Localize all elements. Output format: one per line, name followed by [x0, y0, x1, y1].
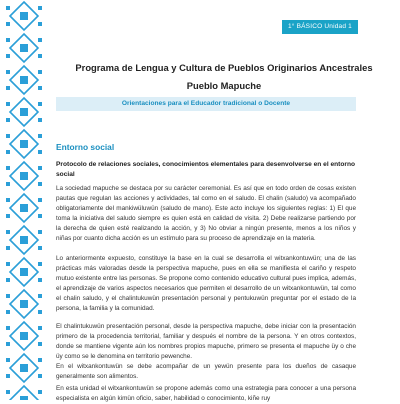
pattern-square — [20, 204, 28, 212]
pattern-square — [20, 396, 28, 400]
pattern-dot — [38, 22, 42, 26]
pattern-dot — [38, 342, 42, 346]
section-subheading: Protocolo de relaciones sociales, conocimientos elementales para desenvolverse en el entorno social — [56, 161, 356, 178]
pattern-dot — [6, 166, 10, 170]
pattern-dot — [38, 54, 42, 58]
pattern-dot — [38, 214, 42, 218]
orientation-banner: Orientaciones para el Educador tradicional o Docente — [56, 97, 356, 111]
pattern-dot — [38, 374, 42, 378]
pattern-dot — [38, 118, 42, 122]
pattern-dot — [6, 134, 10, 138]
paragraph-5: En esta unidad el witxankontuwün se propone además como una estrategia para conocer a una persona especialista en algún kimün oficio, saber, habilidad o conocimiento, kiñe ruy — [56, 385, 356, 402]
pattern-dot — [6, 262, 10, 266]
pattern-dot — [6, 326, 10, 330]
pattern-square — [20, 108, 28, 116]
pattern-dot — [6, 390, 10, 394]
pattern-square — [20, 12, 28, 20]
unit-badge: 1° BÁSICO Unidad 1 — [282, 20, 358, 34]
pattern-dot — [38, 230, 42, 234]
pattern-dot — [38, 182, 42, 186]
pattern-dot — [38, 102, 42, 106]
pattern-dot — [38, 38, 42, 42]
paragraph-1: La sociedad mapuche se destaca por su carácter ceremonial. Es así que en todo orden de cosas existen pautas que regulan las acciones y actividades, tal como en el saludo. El chalin (saludo) va acompañado obligatoriamente del mankiwüluwün (saludo de mano). Este acto incluye los siguientes reglas: 1) El que toma la iniciativa del saludo siempre es quien está en calidad de visita. 2) Debe realizarse partiendo por la derecha de quien esté realizando la acción, y 3) No obviar a ningún presente, menos a los niños y niñas por cuanto dicha acción es un estímulo para su proceso de aprendizaje en la materia. — [56, 185, 356, 242]
pattern-dot — [6, 342, 10, 346]
pattern-dot — [6, 294, 10, 298]
pattern-square — [20, 76, 28, 84]
pattern-dot — [6, 310, 10, 314]
pattern-dot — [6, 214, 10, 218]
pattern-dot — [6, 6, 10, 10]
section-heading: Entorno social — [56, 142, 115, 152]
program-title: Programa de Lengua y Cultura de Pueblos Originarios Ancestrales — [75, 62, 373, 73]
mapuche-pattern-border — [0, 0, 48, 400]
pattern-square — [20, 44, 28, 52]
pattern-dot — [38, 390, 42, 394]
pattern-dot — [6, 230, 10, 234]
paragraph-4: En el witxankontuwün se debe acompañar de un yewün presente para los dueños de casaque generalmente son alimentos. — [56, 363, 356, 380]
pattern-dot — [38, 246, 42, 250]
paragraph-2: Lo anteriormente expuesto, constituye la base en la cual se desarrolla el witxankontuwün; una de las prácticas más valoradas desde la perspectiva mapuche, pues en ella se manifiesta el cariño y respeto mutuo existente entre las personas. Se propone como contenido educativo cultural pues implica, además, el aprendizaje de varios aspectos necesarios que permiten el desarrollo de un witxankontuwün, tal como el chalin saludo, y el chalintukuwün presentación personal y pentukuwün preguntar por el estado de la persona, la familia y la comunidad. — [56, 255, 356, 312]
pattern-dot — [6, 182, 10, 186]
pattern-square — [20, 172, 28, 180]
pattern-dot — [6, 246, 10, 250]
pattern-dot — [38, 6, 42, 10]
pattern-dot — [38, 134, 42, 138]
pattern-square — [20, 140, 28, 148]
pattern-dot — [6, 150, 10, 154]
pattern-square — [20, 300, 28, 308]
pattern-dot — [38, 150, 42, 154]
pattern-dot — [6, 22, 10, 26]
pattern-dot — [6, 54, 10, 58]
pattern-dot — [38, 86, 42, 90]
pattern-dot — [38, 70, 42, 74]
pattern-square — [20, 332, 28, 340]
pattern-dot — [38, 166, 42, 170]
pattern-dot — [6, 198, 10, 202]
pattern-square — [20, 268, 28, 276]
pattern-dot — [6, 358, 10, 362]
pattern-dot — [38, 294, 42, 298]
pattern-dot — [38, 326, 42, 330]
pattern-dot — [6, 38, 10, 42]
pattern-dot — [38, 278, 42, 282]
pattern-dot — [6, 118, 10, 122]
pattern-dot — [6, 278, 10, 282]
pattern-dot — [6, 374, 10, 378]
pattern-dot — [38, 198, 42, 202]
pattern-dot — [38, 358, 42, 362]
pattern-square — [20, 236, 28, 244]
pattern-dot — [6, 102, 10, 106]
paragraph-3: El chalintukuwün presentación personal, desde la perspectiva mapuche, debe iniciar con la presentación primero de la procedencia territorial, familiar y después el nombre de la persona. Y en otros contextos, donde se mantiene vigente aún los nombres propios mapuche, primero se presenta el mapuche üy o che üy como se le denomina en territorio pewenche. — [56, 323, 356, 360]
people-title: Pueblo Mapuche — [186, 80, 262, 91]
pattern-dot — [38, 310, 42, 314]
pattern-dot — [38, 262, 42, 266]
pattern-square — [20, 364, 28, 372]
pattern-dot — [6, 86, 10, 90]
pattern-dot — [6, 70, 10, 74]
